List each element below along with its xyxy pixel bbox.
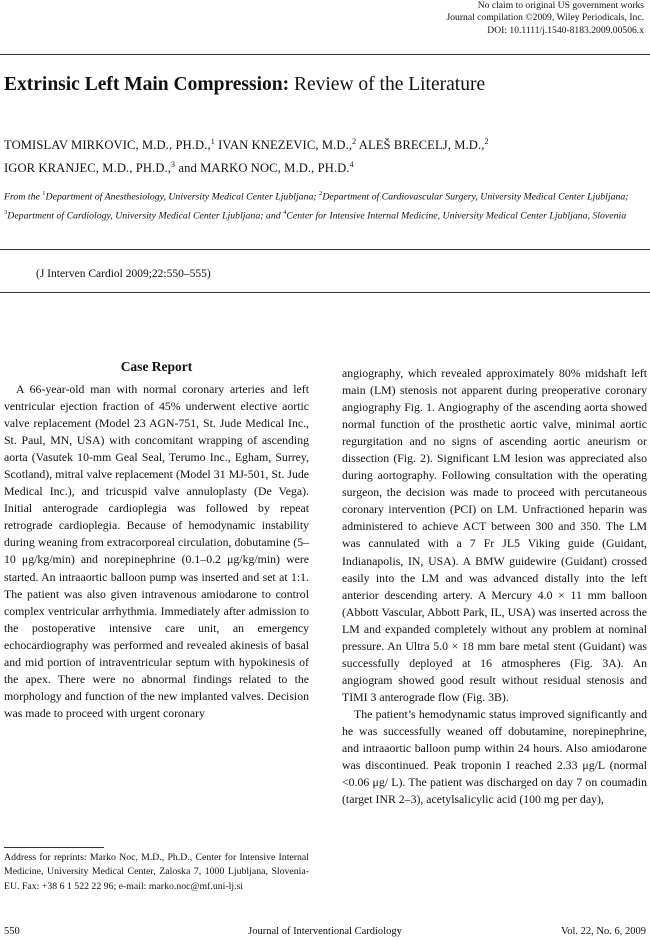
case-report-paragraph-1: A 66-year-old man with normal coronary arteries and left ventricular ejection fraction of 45% underwent elective aortic valve replacement (Model 23 AGN-751, St. Jude Medical Inc., St. Paul, MN, USA) with concomitant wrapping of ascending aorta (Vasutek 10-mm Geal Seal, Terumo Inc., Egham, Surrey, Scotland), mitral valve replacement (Model 31 MJ-501, St. Jude Medical Inc.), and tricuspid valve annuloplasty (De Vega). Initial anterograde cardioplegia was followed by repeat retrograde cardioplegia. Because of hemodynamic instability during weaning from extracorporeal circulation, dobutamine (5–10 μg/kg/min) and norepinephrine (0.1–0.2 μg/kg/min) were started. An intraaortic balloon pump was inserted and set at 1:1. The patient was also given intravenous amiodarone to control complex ventricular arrhythmia. Immediately after admission to the postoperative intensive care unit, an emergency echocardiography was performed and revealed akinesis of basal and mid portion of intraventricular septum with hypokinesis of the apex. There were no abnormal findings related to the morphology and function of the new implanted valves. Decision was made to proceed with urgent coronary — [4, 382, 309, 720]
left-column — [4, 381, 309, 722]
footnote-rule — [4, 847, 104, 848]
top-rule — [0, 54, 650, 55]
footer-volume: Vol. 22, No. 6, 2009 — [561, 926, 646, 937]
article-title-rest: Review of the Literature — [289, 74, 486, 95]
article-title — [4, 74, 485, 96]
copyright-note: No claim to original US government works — [477, 0, 644, 11]
page-number: 550 — [4, 926, 20, 937]
citation: (J Interven Cardiol 2009;22:550–555) — [36, 268, 211, 280]
reprint-address-footnote: Address for reprints: Marko Noc, M.D., Ph.D., Center for Intensive Internal Medicine, University Medical Center, Zaloska 7, 1000 Ljubljana, Slovenia-EU. Fax: +38 6 1 522 22 96; e-mail: marko.noc@mf.uni-lj.si — [4, 852, 309, 892]
affiliations: From the $^1$Department of Anesthesiology, University Medical Center Ljubljana; $^2$Department of Cardiovascular Surgery, University Medical Center Ljubljana; $^3$Department of Cardiology, University Medical Center Ljubljana; and $^4$Center for Intensive Internal Medicine, University Medical Center Ljubljana, Slovenia — [4, 190, 629, 222]
authors-line-2: IGOR KRANJEC, M.D., PH.D.,$^3$ and MARKO NOC, M.D., PH.D.$^4$ — [4, 160, 354, 176]
citation-top-rule — [0, 249, 650, 250]
case-report-paragraph-3: The patient’s hemodynamic status improved significantly and he was successfully weaned off dobutamine, norepinephrine, and intraaortic balloon pump within 24 hours. Also amiodarone was discontinued. Peak troponin I reached 2.33 μg/L (normal <0.06 μg/ L). The patient was discharged on day 7 on coumadin (target INR 2–3), acetylsalicylic acid (100 mg per day), — [342, 706, 647, 807]
authors-line-1: TOMISLAV MIRKOVIC, M.D., PH.D.,$^1$ IVAN KNEZEVIC, M.D.,$^2$ ALEŠ BRECELJ, M.D.,$^2$ — [4, 137, 489, 153]
article-title-bold: Extrinsic Left Main Compression: — [4, 74, 290, 95]
section-heading: Case Report — [120, 359, 193, 374]
journal-compilation-note: Journal compilation ©2009, Wiley Periodicals, Inc. — [446, 12, 644, 24]
header-notes — [447, 0, 645, 37]
citation-bottom-rule — [0, 292, 650, 293]
right-column — [342, 365, 647, 808]
footer-journal-name: Journal of Interventional Cardiology — [248, 926, 402, 937]
doi-note: DOI: 10.1111/j.1540-8183.2009.00506.x — [487, 24, 644, 36]
case-report-paragraph-2: angiography, which revealed approximately 80% midshaft left main (LM) stenosis not apparent during preoperative coronary angiography Fig. 1. Angiography of the ascending aorta showed normal function of the prosthetic aortic valve, minimal aortic regurgitation and no signs of ascending aortic aneurism or dissection (Fig. 2). Significant LM lesion was appreciated also during aortography. Following consultation with the operating surgeon, the decision was made to proceed with percutaneous coronary intervention (PCI) on LM. Unfractioned heparin was administered to achieve ACT between 300 and 350. The LM was cannulated with a 7 Fr JL5 Viking guide (Guidant, Indianapolis, IN, USA). A BMW guidewire (Guidant) crossed easily into the LM and was advanced distally into the left anterior descending artery. A Mercury 4.0 × 11 mm balloon (Abbott Vascular, Abbott Park, IL, USA) was inserted across the LM and expanded completely without any problem at nominal pressure. An Ultra 5.0 × 18 mm bare metal stent (Guidant) was successfully deployed at 16 atmospheres (Fig. 3A). An angiogram showed good result without residual stenosis and TIMI 3 anterograde flow (Fig. 3B). — [342, 366, 647, 704]
